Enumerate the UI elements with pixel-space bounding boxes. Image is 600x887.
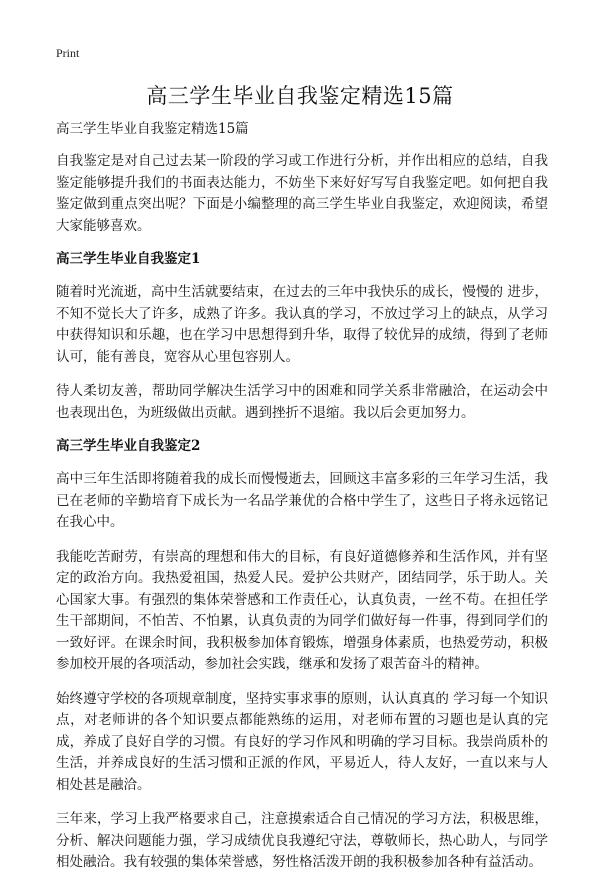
section-2-paragraph-2: 我能吃苦耐劳，有崇高的理想和伟大的目标，有良好道德修养和生活作风，并有坚定的政治方向。我热爱祖国，热爱人民。爱护公共财产，团结同学，乐于助人。关心国家大事。有强烈的集体荣誉感和工作责任心，认真负责，一丝不苟。在担任学生干部期间，不怕苦、不怕累，认真负责的为同学们做好每一件事，得到同学们的一致好评。在课余时间，我积极参加体育锻炼，增强身体素质，也热爱劳动，积极参加校开展的各项活动，参加社会实践，继承和发扬了艰苦奋斗的精神。: [56, 548, 548, 672]
section-2-paragraph-1: 高中三年生活即将随着我的成长而慢慢逝去，回顾这丰富多彩的三年学习生活，我已在老师的辛勤培育下成长为一名品学兼优的合格中学生了，这些日子将永远铭记在我心中。: [56, 471, 548, 530]
intro-paragraph: 自我鉴定是对自己过去某一阶段的学习或工作进行分析，并作出相应的总结，自我鉴定能够提升我们的书面表达能力，不妨坐下来好好写写自我鉴定吧。如何把自我鉴定做到重点突出呢？下面是小编整理的高三学生毕业自我鉴定，欢迎阅读，希望大家能够喜欢。: [56, 153, 548, 234]
section-2-paragraph-4: 三年来，学习上我严格要求自己，注意摸索适合自己情况的学习方法，积极思维，分析、解决问题能力强，学习成绩优良我遵纪守法，尊敬师长，热心助人，与同学相处融洽。我有较强的集体荣誉感，努性格活泼开朗的我积极参加各种有益活动。: [56, 811, 548, 870]
section-heading-1: 高三学生毕业自我鉴定1: [56, 251, 201, 267]
section-1-paragraph-1: 随着时光流逝，高中生活就要结束，在过去的三年中我快乐的成长，慢慢的 进步，不知不觉长大了许多，成熟了许多。我认真的学习，不放过学习上的缺点，从学习中获得知识和乐趣，也在学习中思想得到升华，取得了较优异的成绩，得到了老师认可，能有善良，宽容从心里包容别人。: [56, 284, 548, 365]
section-2-paragraph-3: 始终遵守学校的各项规章制度，坚持实事求事的原则，认认真真的 学习每一个知识点，对老师讲的各个知识要点都能熟练的运用，对老师布置的习题也是认真的完成，养成了良好自学的习惯。有良好的学习作风和明确的学习目标。我崇尚质朴的生活，并养成良好的生活习惯和正派的作风，平易近人，待人友好，一直以来与人相处甚是融洽。: [56, 690, 548, 793]
section-1-paragraph-2: 待人柔切友善，帮助同学解决生活学习中的困难和同学关系非常融洽，在运动会中也表现出色，为班级做出贡献。遇到挫折不退缩。我以后会更加努力。: [56, 383, 548, 421]
page-title: 高三学生毕业自我鉴定精选15篇: [146, 84, 454, 108]
section-heading-2: 高三学生毕业自我鉴定2: [56, 438, 201, 454]
article-body: [56, 120, 548, 887]
print-link[interactable]: Print: [56, 46, 80, 60]
article-subtitle: 高三学生毕业自我鉴定精选15篇: [56, 121, 249, 137]
